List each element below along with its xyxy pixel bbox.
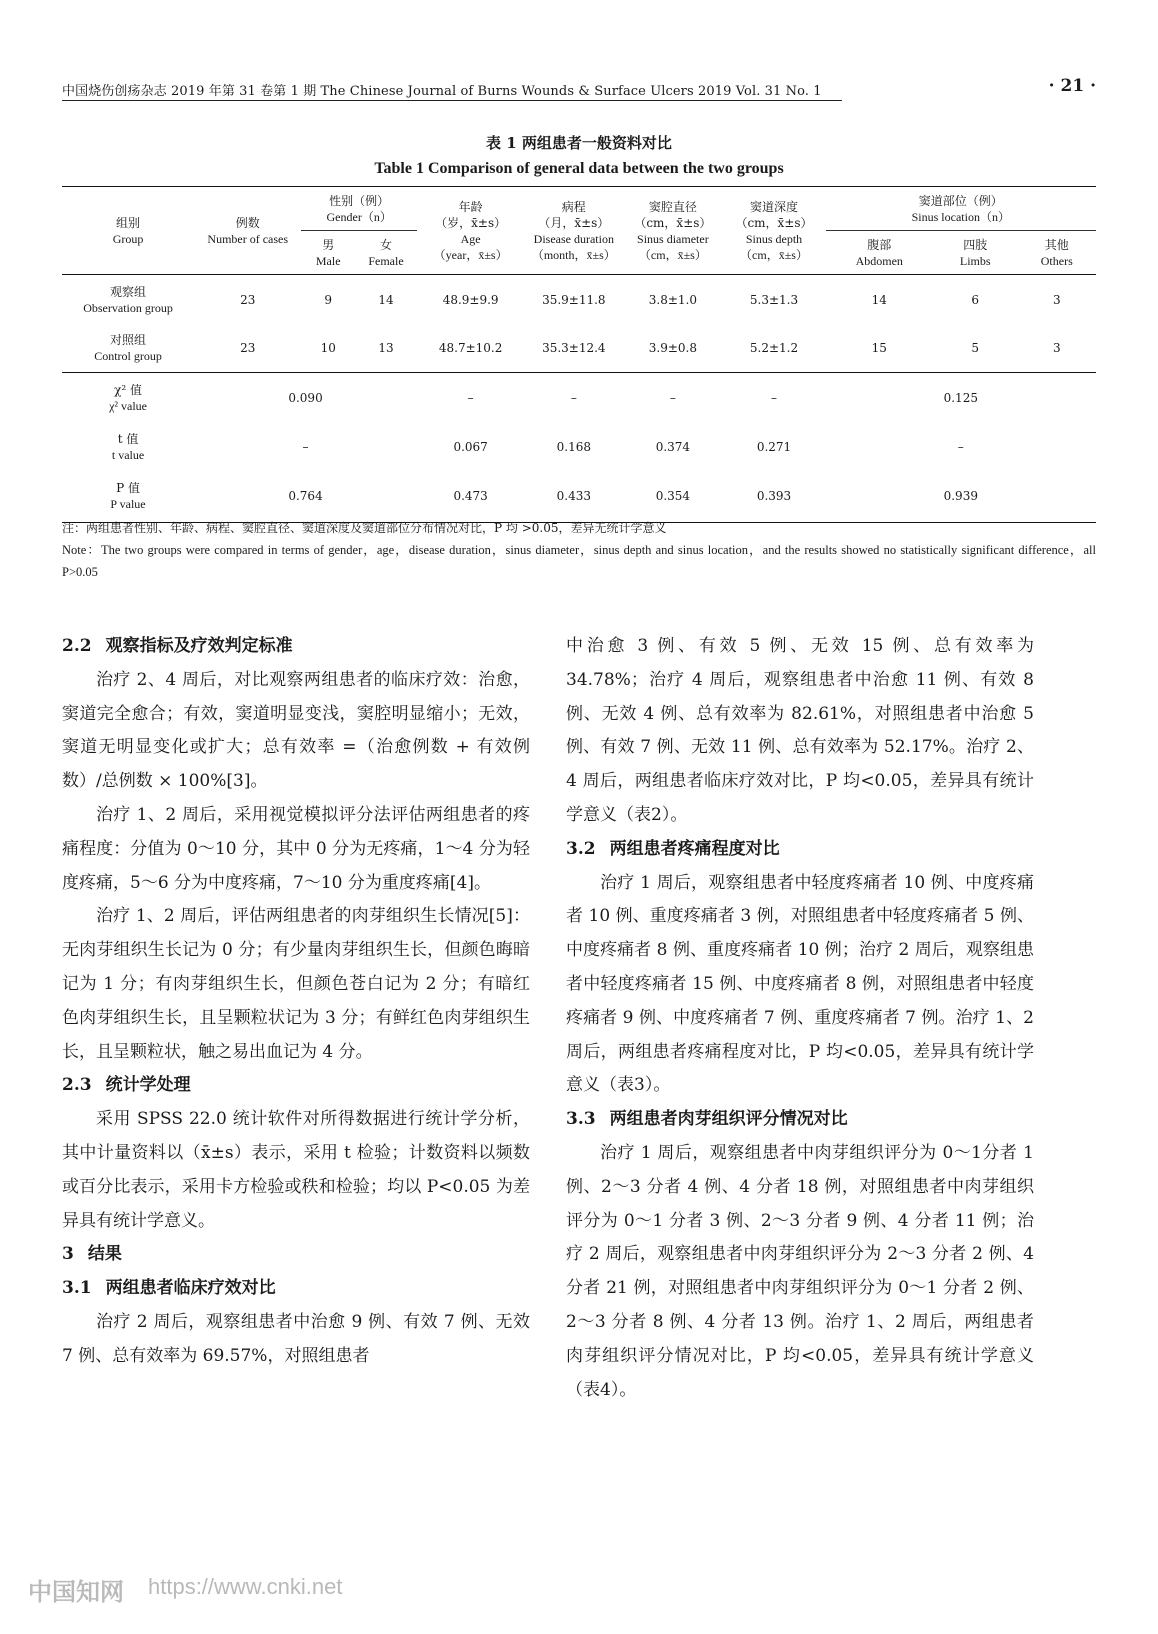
col-header-age: 年龄 （岁，x̄±s） Age （year，x̄±s）: [417, 187, 524, 275]
journal-header-text: 中国烧伤创疡杂志 2019 年第 31 卷第 1 期 The Chinese Journal of Burns Wounds & Surface Ulcers 2019 Vol. 31 No. 1: [62, 84, 822, 99]
cnki-logo: 中国知网: [28, 1578, 124, 1606]
section-heading: 3.1 两组患者临床疗效对比: [62, 1278, 276, 1299]
paragraph: 治疗 1 周后，观察组患者中肉芽组织评分为 0～1分者 1 例、2～3 分者 4 例、4 分者 18 例，对照组患者中肉芽组织评分为 0～1 分者 3 例、2～3 分者 9 例、4 分者 11 例；治疗 2 周后，观察组患者中肉芽组织评分为 2～3 分者 2 例、4 分者 21 例，对照组患者中肉芽组织评分为 0～1 分者 2 例、2～3 分者 8 例、4 分者 13 例。治疗 1、2 周后，两组患者肉芽组织评分情况对比，P 均<0.05，差异具有统计学意义（表4）。: [566, 1142, 1034, 1400]
paragraph: 治疗 1、2 周后，采用视觉模拟评分法评估两组患者的疼痛程度：分值为 0～10 分，其中 0 分为无疼痛，1～4 分为轻度疼痛，5～6 分为中度疼痛，7～10 分为重度疼痛[4]。: [62, 804, 530, 893]
left-column: [62, 630, 530, 1374]
col-header-diameter: 窦腔直径 （cm，x̄±s） Sinus diameter （cm，x̄±s）: [623, 187, 722, 275]
col-header-depth: 窦道深度 （cm，x̄±s） Sinus depth （cm，x̄±s）: [722, 187, 825, 275]
page-number: · 21 ·: [1048, 76, 1096, 96]
section-heading: 2.3 统计学处理: [62, 1075, 191, 1096]
paragraph: 治疗 1、2 周后，评估两组患者的肉芽组织生长情况[5]：无肉芽组织生长记为 0 分；有少量肉芽组织生长，但颜色晦暗记为 1 分；有肉芽组织生长，但颜色苍白记为 2 分；有暗红色肉芽组织生长，且呈颗粒状记为 3 分；有鲜红色肉芽组织生长，且呈颗粒状，触之易出血记为 4 分。: [62, 906, 530, 1062]
header-rule: [62, 100, 842, 101]
col-header-male: 男 Male: [301, 231, 355, 275]
paragraph: 治疗 2、4 周后，对比观察两组患者的临床疗效：治愈，窦道完全愈合；有效，窦道明显变浅，窦腔明显缩小；无效，窦道无明显变化或扩大；总有效率 =（治愈例数 + 有效例数）/总例数 × 100%[3]。: [62, 669, 530, 792]
cnki-url[interactable]: https://www.cnki.net: [148, 1574, 343, 1599]
table-caption-en: Table 1 Comparison of general data between the two groups: [374, 160, 784, 177]
table-row: 对照组 Control group 23 10 13 48.7±10.2 35.3±12.4 3.9±0.8 5.2±1.2 15 5 3: [62, 325, 1096, 373]
general-data-table: [62, 186, 1096, 523]
col-header-cases: 例数 Number of cases: [194, 187, 301, 275]
section-heading: 2.2 观察指标及疗效判定标准: [62, 636, 293, 656]
table-row: 观察组 Observation group 23 9 14 48.9±9.9 35.9±11.8 3.8±1.0 5.3±1.3 14 6 3: [83, 284, 1061, 315]
col-header-duration: 病程 （月，x̄±s） Disease duration （month，x̄±s）: [524, 187, 623, 275]
table-note-cn: 注：两组患者性别、年龄、病程、窦腔直径、窦道深度及窦道部位分布情况对比，P 均 >0.05，差异无统计学意义: [62, 521, 667, 535]
col-header-others: 其他 Others: [1018, 231, 1096, 275]
paragraph: 治疗 2 周后，观察组患者中治愈 9 例、有效 7 例、无效 7 例、总有效率为 69.57%，对照组患者: [62, 1311, 530, 1366]
table-note-en: Note：The two groups were compared in terms of gender，age，disease duration，sinus diameter，sinus depth and sinus location，and the results showed no statistically significant difference，all P>0.05: [62, 543, 1096, 579]
running-header: [62, 76, 1096, 102]
col-header-location: 窦道部位（例） Sinus location（n）: [826, 187, 1096, 231]
cnki-watermark: [28, 1572, 628, 1612]
table-row: P 值 P value 0.764 0.473 0.433 0.354 0.393 0.939: [62, 471, 1096, 523]
section-heading: 3.3 两组患者肉芽组织评分情况对比: [566, 1109, 848, 1130]
col-header-group: 组别 Group: [62, 187, 194, 275]
right-column: [566, 630, 1034, 1407]
table-row: χ² 值 χ² value 0.090 – – – – 0.125: [109, 382, 978, 413]
col-header-limbs: 四肢 Limbs: [933, 231, 1018, 275]
paragraph: 中治愈 3 例、有效 5 例、无效 15 例、总有效率为 34.78%；治疗 4 周后，观察组患者中治愈 11 例、有效 8 例、无效 4 例、总有效率为 82.61%，对照组患者中治愈 5 例、有效 7 例、无效 11 例、总有效率为 52.17%。治疗 2、4 周后，两组患者临床疗效对比，P 均<0.05，差异具有统计学意义（表2）。: [566, 636, 1034, 825]
section-heading: 3.2 两组患者疼痛程度对比: [566, 838, 780, 859]
paragraph: 治疗 1 周后，观察组患者中轻度疼痛者 10 例、中度疼痛者 10 例、重度疼痛者 3 例，对照组患者中轻度疼痛者 5 例、中度疼痛者 8 例、重度疼痛者 10 例；治疗 2 周后，观察组患者中轻度疼痛者 15 例、中度疼痛者 8 例，对照组患者中轻度疼痛者 9 例、中度疼痛者 7 例、重度疼痛者 7 例。治疗 1、2 周后，两组患者疼痛程度对比，P 均<0.05，差异具有统计学意义（表3）。: [566, 872, 1034, 1096]
table-row: t 值 t value – 0.067 0.168 0.374 0.271 –: [111, 431, 964, 462]
col-header-gender: 性别（例） Gender（n）: [301, 187, 417, 231]
table-caption-cn: 表 1 两组患者一般资料对比: [486, 134, 672, 152]
paragraph: 采用 SPSS 22.0 统计软件对所得数据进行统计学分析，其中计量资料以（x̄±s）表示，采用 t 检验；计数资料以频数或百分比表示，采用卡方检验或秩和检验；均以 P<0.05 为差异具有统计学意义。: [62, 1109, 530, 1231]
section-heading: 3 结果: [62, 1244, 122, 1265]
col-header-abdomen: 腹部 Abdomen: [826, 231, 933, 275]
col-header-female: 女 Female: [355, 231, 417, 275]
